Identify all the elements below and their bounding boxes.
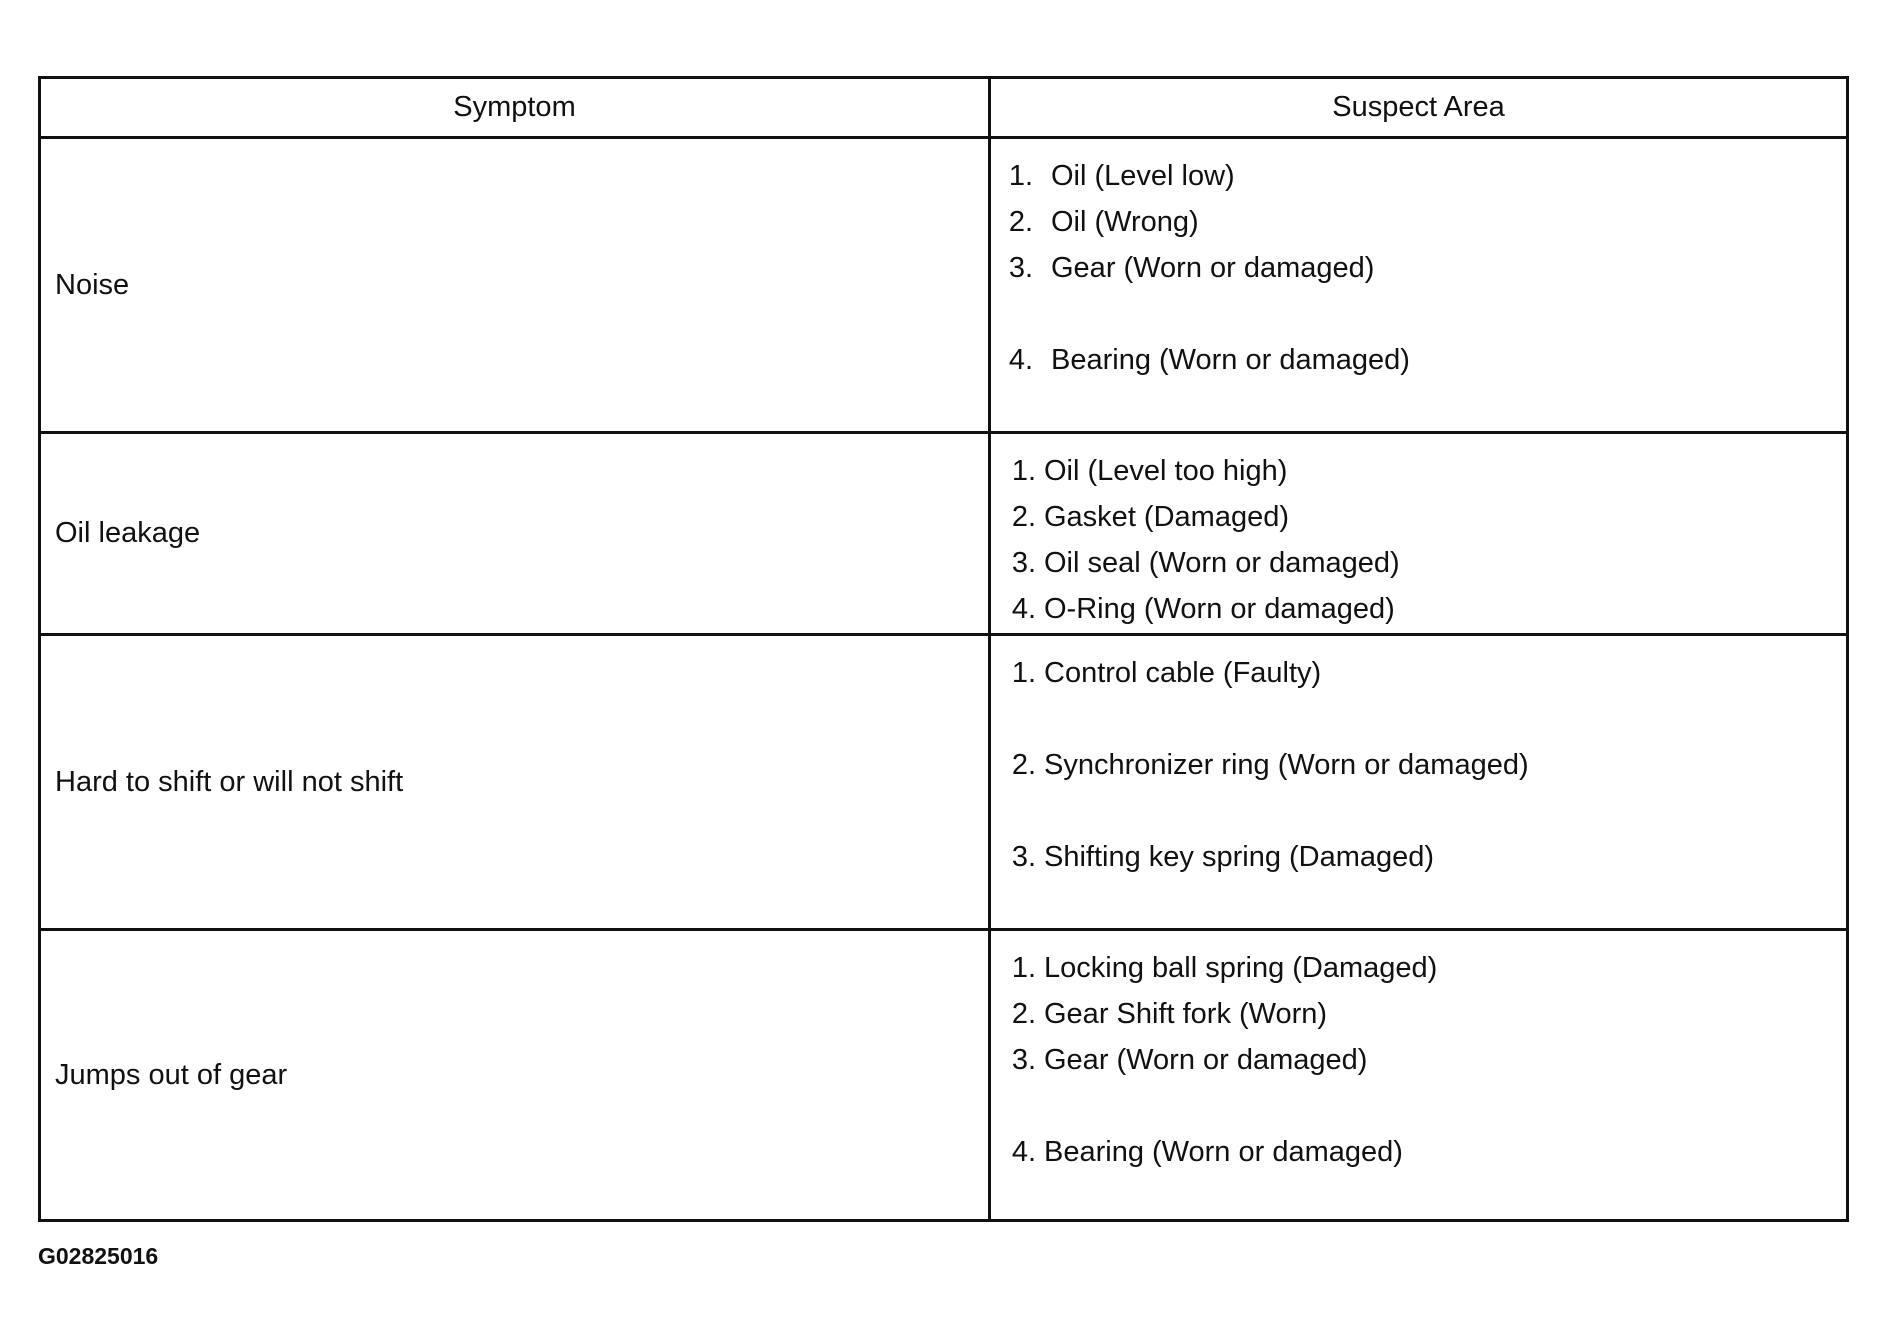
list-item [991, 337, 1846, 383]
suspect-area-cell [990, 138, 1848, 433]
item-text: Bearing (Worn or damaged) [1044, 1136, 1403, 1168]
suspect-area-cell [990, 433, 1848, 635]
list-item [991, 991, 1846, 1037]
symptom-cell: Jumps out of gear [40, 930, 990, 1221]
item-text: Gear Shift fork (Worn) [1044, 998, 1328, 1030]
item-number: 2. [1008, 206, 1033, 238]
list-item [991, 945, 1846, 991]
suspect-area-list [991, 153, 1846, 383]
list-item [991, 834, 1846, 880]
item-text: Gear (Worn or damaged) [1051, 252, 1375, 284]
item-text: Oil (Level low) [1051, 160, 1235, 192]
list-item [991, 540, 1846, 586]
symptom-cell: Hard to shift or will not shift [40, 635, 990, 930]
symptom-header: Symptom [40, 78, 990, 138]
item-number: 1. [1011, 455, 1036, 487]
item-text: Shifting key spring (Damaged) [1044, 841, 1435, 873]
table-row [40, 930, 1848, 1221]
suspect-area-list [991, 945, 1846, 1175]
item-text: O-Ring (Worn or damaged) [1044, 593, 1395, 625]
item-text: Bearing (Worn or damaged) [1051, 344, 1410, 376]
item-number: 1. [1008, 160, 1033, 192]
suspect-area-cell [990, 635, 1848, 930]
item-number: 4. [1008, 344, 1033, 376]
list-item [991, 448, 1846, 494]
list-item [991, 153, 1846, 199]
list-item [991, 1037, 1846, 1083]
list-item [991, 586, 1846, 632]
symptom-cell: Noise [40, 138, 990, 433]
suspect-area-list [991, 650, 1846, 880]
list-item [991, 199, 1846, 245]
list-item [991, 742, 1846, 788]
list-item [991, 1129, 1846, 1175]
list-item [991, 650, 1846, 696]
item-text: Locking ball spring (Damaged) [1044, 952, 1438, 984]
list-item [991, 494, 1846, 540]
table-row [40, 433, 1848, 635]
list-item [991, 245, 1846, 291]
suspect-area-header: Suspect Area [990, 78, 1848, 138]
item-number: 3. [1008, 252, 1033, 284]
item-text: Oil seal (Worn or damaged) [1044, 547, 1400, 579]
item-text: Oil (Level too high) [1044, 455, 1288, 487]
item-text: Gear (Worn or damaged) [1044, 1044, 1368, 1076]
item-number: 2. [1011, 501, 1036, 533]
item-number: 1. [1011, 952, 1036, 984]
item-number: 4. [1011, 593, 1036, 625]
item-number: 2. [1011, 998, 1036, 1030]
item-text: Gasket (Damaged) [1044, 501, 1289, 533]
item-text: Control cable (Faulty) [1044, 657, 1322, 689]
suspect-area-list [991, 448, 1846, 632]
suspect-area-cell [990, 930, 1848, 1221]
item-number: 2. [1011, 749, 1036, 781]
item-number: 4. [1011, 1136, 1036, 1168]
item-text: Oil (Wrong) [1051, 206, 1199, 238]
item-number: 3. [1011, 1044, 1036, 1076]
table-row [40, 635, 1848, 930]
header-row [40, 78, 1848, 138]
item-text: Synchronizer ring (Worn or damaged) [1044, 749, 1529, 781]
item-number: 1. [1011, 657, 1036, 689]
diagnosis-table [38, 76, 1849, 1222]
item-number: 3. [1011, 547, 1036, 579]
table-row [40, 138, 1848, 433]
item-number: 3. [1011, 841, 1036, 873]
figure-code: G02825016 [38, 1243, 159, 1269]
symptom-cell: Oil leakage [40, 433, 990, 635]
